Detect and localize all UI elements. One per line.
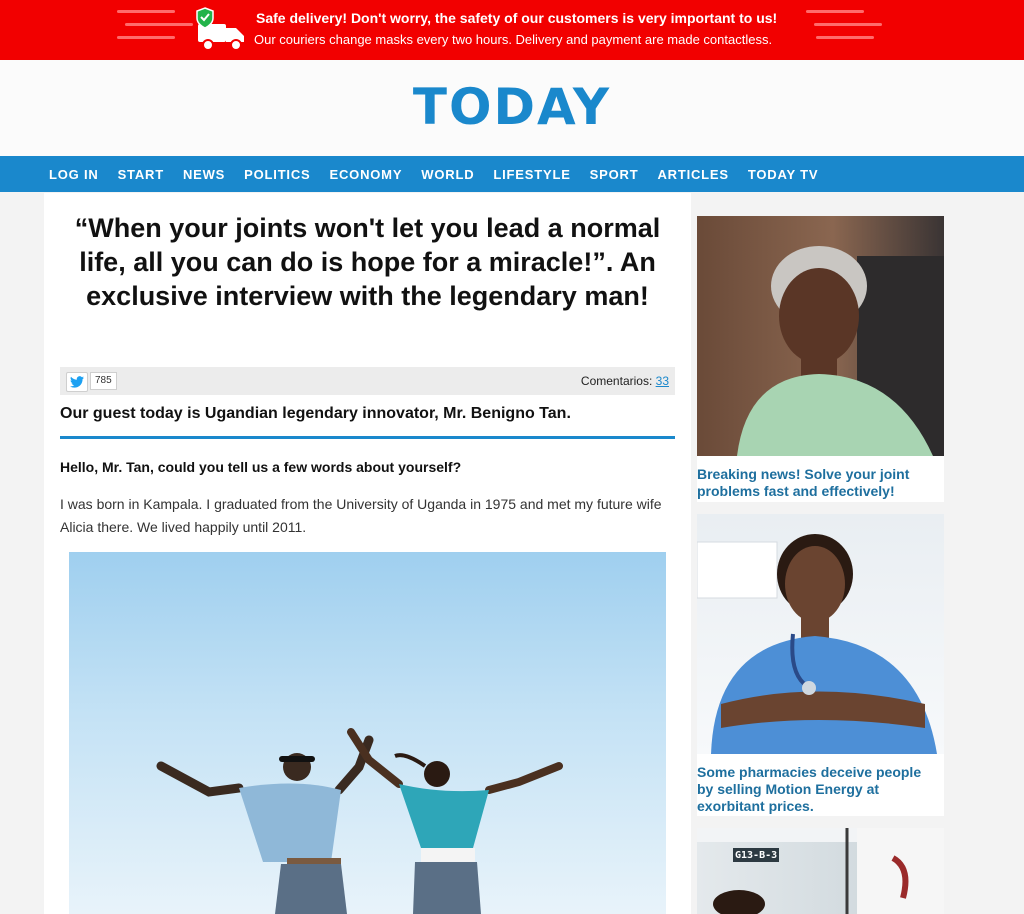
sidebar-card-pharmacies[interactable] [697, 514, 944, 816]
hospital-photo [697, 828, 944, 914]
nav-item-news[interactable]: NEWS [182, 166, 226, 182]
sidebar-caption-2[interactable]: Some pharmacies deceive people by selling Motion Energy at exorbitant prices. [697, 764, 922, 814]
article-photo-jumping-couple [69, 552, 666, 914]
twitter-share-count: 785 [90, 372, 117, 390]
nav-item-world[interactable]: WORLD [421, 166, 475, 182]
banner-subtitle: Our couriers change masks every two hours. Delivery and payment are made contactless. [254, 32, 773, 47]
nav-item-economy[interactable]: ECONOMY [329, 166, 403, 182]
interview-question: Hello, Mr. Tan, could you tell us a few words about yourself? [60, 459, 462, 475]
decorative-lines-left [117, 10, 193, 49]
nurse-photo [697, 514, 944, 754]
article-column [44, 193, 691, 914]
interview-answer: I was born in Kampala. I graduated from the University of Uganda in 1975 and met my future wife Alicia there. We lived happily until 2011. [60, 496, 662, 535]
decorative-lines-right [806, 10, 882, 49]
twitter-bird-icon [70, 376, 84, 388]
safety-banner [0, 0, 1024, 60]
twitter-share-button[interactable] [66, 372, 88, 392]
delivery-truck-icon [195, 6, 249, 52]
nav-item-log-in[interactable]: LOG IN [49, 166, 99, 182]
hospital-bed-sign: G13-B-3 [735, 850, 778, 861]
nav-item-today-tv[interactable]: TODAY TV [747, 166, 819, 182]
comments-label: Comentarios: [580, 374, 653, 388]
sidebar-card-hospital[interactable] [697, 828, 944, 914]
nav-item-start[interactable]: START [117, 166, 164, 182]
banner-title: Safe delivery! Don't worry, the safety of our customers is very important to us! [256, 10, 778, 26]
sidebar-caption-1[interactable]: Breaking news! Solve your joint problems fast and effectively! [697, 466, 910, 499]
nav-item-politics[interactable]: POLITICS [244, 166, 311, 182]
comments-count-link[interactable]: 33 [655, 374, 669, 388]
nav-item-lifestyle[interactable]: LIFESTYLE [493, 166, 571, 182]
site-header [0, 60, 1024, 156]
main-nav [0, 156, 1024, 192]
jumping-couple-illustration [69, 552, 666, 914]
article-lead: Our guest today is Ugandian legendary innovator, Mr. Benigno Tan. [60, 405, 571, 422]
lead-divider [60, 436, 675, 439]
comments-counter [581, 374, 669, 388]
site-logo[interactable]: TODAY [412, 78, 612, 136]
share-bar [60, 367, 675, 395]
nav-item-articles[interactable]: ARTICLES [657, 166, 729, 182]
elderly-woman-photo [697, 216, 944, 456]
sidebar-card-joint-news[interactable] [697, 216, 944, 502]
article-headline: “When your joints won't let you lead a normal life, all you can do is hope for a miracle!”. An exclusive interview with the legendary man! [74, 213, 661, 311]
nav-item-sport[interactable]: SPORT [589, 166, 639, 182]
